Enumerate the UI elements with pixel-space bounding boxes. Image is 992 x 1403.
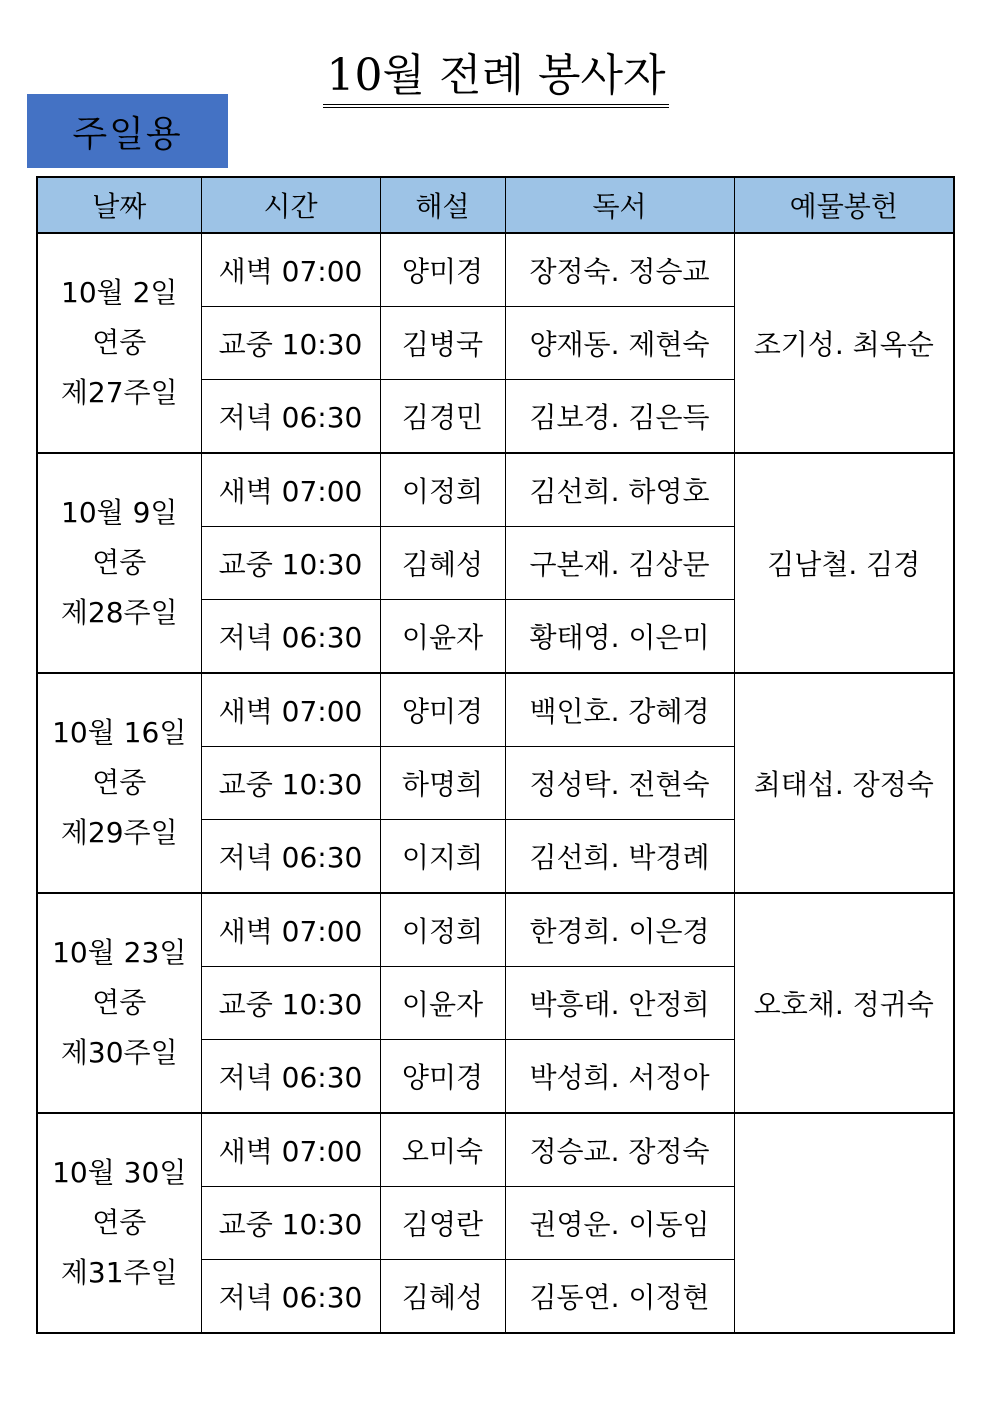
offering-cell: 조기성. 최옥순	[734, 233, 954, 453]
header-date: 날짜	[37, 177, 201, 233]
time-cell: 저녁 06:30	[201, 1040, 380, 1114]
date-line: 연중	[92, 326, 147, 359]
readers-cell: 박성희. 서정아	[505, 1040, 734, 1114]
commentator-cell: 김혜성	[380, 527, 505, 600]
date-cell	[37, 453, 201, 673]
readers-cell: 한경희. 이은경	[505, 893, 734, 967]
time-cell: 저녁 06:30	[201, 380, 380, 454]
header-row	[37, 177, 954, 233]
readers-cell: 정성탁. 전현숙	[505, 747, 734, 820]
commentator-cell: 이정희	[380, 453, 505, 527]
time-cell: 교중 10:30	[201, 527, 380, 600]
date-line: 제31주일	[60, 1256, 178, 1289]
schedule-table	[36, 176, 955, 1334]
time-cell: 새벽 07:00	[201, 453, 380, 527]
table-row	[37, 453, 954, 527]
readers-cell: 백인호. 강혜경	[505, 673, 734, 747]
readers-cell: 김동연. 이정현	[505, 1260, 734, 1334]
readers-cell: 장정숙. 정승교	[505, 233, 734, 307]
time-cell: 교중 10:30	[201, 1187, 380, 1260]
commentator-cell: 하명희	[380, 747, 505, 820]
readers-cell: 김보경. 김은득	[505, 380, 734, 454]
date-cell	[37, 673, 201, 893]
date-line: 10월 9일	[61, 496, 178, 529]
offering-cell	[734, 1113, 954, 1333]
table-row	[37, 673, 954, 747]
table-row	[37, 233, 954, 307]
date-line: 연중	[92, 766, 147, 799]
commentator-cell: 양미경	[380, 1040, 505, 1114]
time-cell: 교중 10:30	[201, 967, 380, 1040]
offering-cell: 김남철. 김경	[734, 453, 954, 673]
commentator-cell: 오미숙	[380, 1113, 505, 1187]
commentator-cell: 김혜성	[380, 1260, 505, 1334]
date-line: 제30주일	[60, 1036, 178, 1069]
commentator-cell: 이지희	[380, 820, 505, 894]
commentator-cell: 김병국	[380, 307, 505, 380]
page-title-text: 10월 전례 봉사자	[323, 48, 670, 108]
category-badge: 주일용	[27, 94, 228, 168]
date-line: 제29주일	[60, 816, 178, 849]
header-readers: 독서	[505, 177, 734, 233]
commentator-cell: 이정희	[380, 893, 505, 967]
date-line: 10월 30일	[52, 1156, 187, 1189]
readers-cell: 정승교. 장정숙	[505, 1113, 734, 1187]
offering-cell: 오호채. 정귀숙	[734, 893, 954, 1113]
date-line: 연중	[92, 1206, 147, 1239]
date-line: 연중	[92, 546, 147, 579]
date-cell	[37, 893, 201, 1113]
commentator-cell: 양미경	[380, 673, 505, 747]
commentator-cell: 양미경	[380, 233, 505, 307]
readers-cell: 황태영. 이은미	[505, 600, 734, 674]
header-offering: 예물봉헌	[734, 177, 954, 233]
date-cell	[37, 233, 201, 453]
table-header	[37, 177, 954, 233]
time-cell: 새벽 07:00	[201, 893, 380, 967]
week-group	[37, 893, 954, 1113]
week-group	[37, 1113, 954, 1333]
week-group	[37, 233, 954, 453]
time-cell: 저녁 06:30	[201, 1260, 380, 1334]
commentator-cell: 이윤자	[380, 967, 505, 1040]
time-cell: 교중 10:30	[201, 307, 380, 380]
table-row	[37, 1113, 954, 1187]
date-line: 제27주일	[60, 376, 178, 409]
readers-cell: 김선희. 박경례	[505, 820, 734, 894]
date-line: 10월 2일	[61, 276, 178, 309]
readers-cell: 김선희. 하영호	[505, 453, 734, 527]
time-cell: 새벽 07:00	[201, 1113, 380, 1187]
time-cell: 새벽 07:00	[201, 233, 380, 307]
date-cell	[37, 1113, 201, 1333]
date-line: 제28주일	[60, 596, 178, 629]
readers-cell: 박흥태. 안정희	[505, 967, 734, 1040]
time-cell: 교중 10:30	[201, 747, 380, 820]
time-cell: 저녁 06:30	[201, 820, 380, 894]
readers-cell: 구본재. 김상문	[505, 527, 734, 600]
date-line: 10월 23일	[52, 936, 187, 969]
date-line: 10월 16일	[52, 716, 187, 749]
date-line: 연중	[92, 986, 147, 1019]
offering-cell: 최태섭. 장정숙	[734, 673, 954, 893]
commentator-cell: 김경민	[380, 380, 505, 454]
time-cell: 저녁 06:30	[201, 600, 380, 674]
header-time: 시간	[201, 177, 380, 233]
week-group	[37, 673, 954, 893]
time-cell: 새벽 07:00	[201, 673, 380, 747]
commentator-cell: 김영란	[380, 1187, 505, 1260]
week-group	[37, 453, 954, 673]
commentator-cell: 이윤자	[380, 600, 505, 674]
header-commentator: 해설	[380, 177, 505, 233]
readers-cell: 권영운. 이동임	[505, 1187, 734, 1260]
readers-cell: 양재동. 제현숙	[505, 307, 734, 380]
table-row	[37, 893, 954, 967]
